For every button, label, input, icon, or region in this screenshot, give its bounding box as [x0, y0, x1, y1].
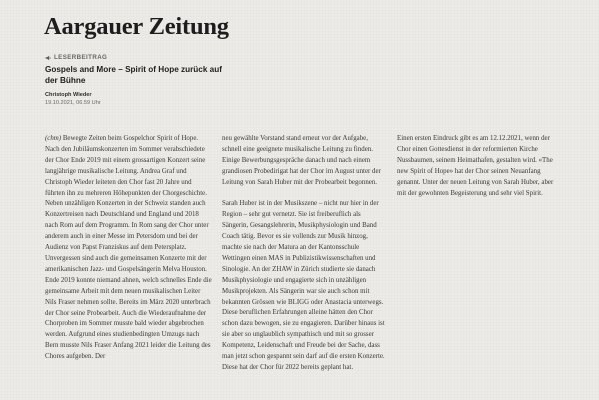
body-paragraph: neu gewählte Vorstand stand erneut vor der Aufgabe, schnell eine geeignete musikalische Leitung zu finden. Einige Bewerbungsgespräche danach und nach einem grandiosen Probedirigat hat der Chor im August unter der Leitung von Sarah Huber mit der Probearbeit begonnen.	[222, 135, 381, 186]
megaphone-icon	[45, 55, 51, 61]
article-headline: Gospels and More – Spirit of Hope zurück auf der Bühne	[45, 65, 222, 85]
body-column-3	[397, 134, 557, 199]
body-paragraph: Sarah Huber ist in der Musikszene – nicht nur hier in der Region – sehr gut vernetzt. Sie ist freiberuflich als Sängerin, Gesangslehrerin, Musikphysiologin und Band Coach tätig. Bevor es sie vollends zur Musik hinzog, machte sie nach der Matura an der Kantonsschule Wettingen einen MAS in Publizistikwissenschaften und Sinologie. An der ZHAW in Zürich studierte sie danach Musikphysiologie und engagierte sich in unzähligen Musikprojekten. Als Sängerin war sie auch schon mit bekannten Grössen wie BLIGG oder Anastacia unterwegs. Diese beruflichen Erfahrungen alleine hätten den Chor schon dazu bewogen, sie zu engagieren. Darüber hinaus ist sie aber so unglaublich sympathisch und mit so grosser Kompetenz, Leidenschaft und Freude bei der Sache, dass man jetzt schon gespannt sein darf auf die ersten Konzerte. Diese hat der Chor für 2022 bereits geplant hat.	[222, 200, 385, 372]
lead-abbreviation: (chm)	[45, 135, 62, 142]
body-column-1	[45, 134, 213, 363]
publication-masthead[interactable]: Aargauer Zeitung	[44, 13, 229, 40]
body-text: Bewegte Zeiten beim Gospelchor Spirit of Hope. Nach den Jubiläumskonzerten im Sommer verabschiedete der Chor Ende 2019 mit einem grossartigen Konzert seine langjährige musikalische Leitung. Andrea Graf und Christoph Wieder leiteten den Chor fast 20 Jahre und führten ihn zu mehreren Höhepunkten der Chorgeschichte. Neben unzähligen Konzerten in der Schweiz standen auch Konzertreisen nach Deutschland und England und 2018 nach Rom auf dem Programm. In Rom sang der Chor unter anderem auch in einer Messe im Petersdom und bei der Audienz von Papst Franziskus auf dem Petersplatz. Unvergessen sind auch die gemeinsamen Konzerte mit der amerikanischen Jazz- und Gospelsängerin Melva Houston. Ende 2019 konnte niemand ahnen, welch schnelles Ende die gemeinsame Arbeit mit dem neuen musikalischen Leiter Nils Fraser nehmen sollte. Bereits im März 2020 unterbrach der Chor seine Probearbeit. Auch die Wiederaufnahme der Chorproben im Sommer musste bald wieder abgebrochen werden. Aufgrund eines studienbedingten Umzugs nach Bern musste Nils Fraser Anfang 2021 leider die Leitung des Chores aufgeben. Der	[45, 135, 212, 361]
body-column-2	[222, 134, 386, 374]
kicker-label: LESERBEITRAG	[54, 54, 108, 61]
article-kicker	[45, 54, 107, 61]
body-paragraph	[45, 134, 213, 363]
article-author: Christoph Wieder	[45, 92, 92, 98]
body-paragraph: Einen ersten Eindruck gibt es am 12.12.2021, wenn der Chor einen Gottesdienst in der reformierten Kirche Nussbaumen, seinem Heimathafen, gestalten wird. «The new Spirit of Hope» hat der Chor seinen Neuanfang genannt. Unter der neuen Leitung von Sarah Huber, aber mit der gewohnten Begeisterung und sehr viel Spirit.	[397, 135, 554, 197]
article-date: 19.10.2021, 06.59 Uhr	[45, 100, 101, 106]
